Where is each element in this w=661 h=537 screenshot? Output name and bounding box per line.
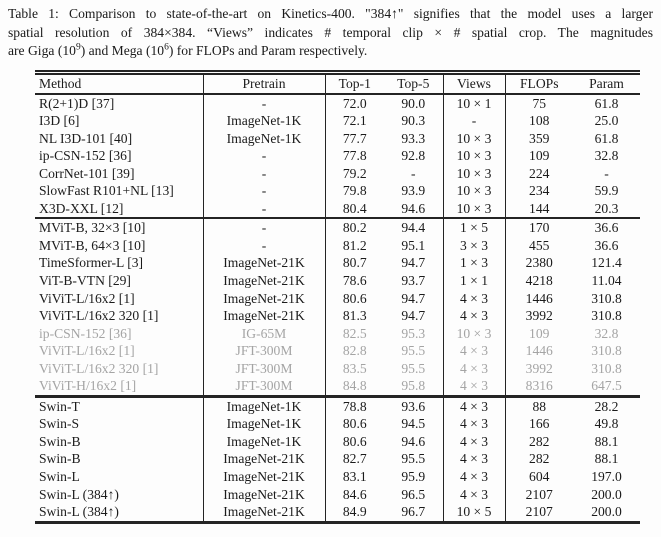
- table-row: [35, 396, 640, 415]
- cell-top1: 72.0: [342, 95, 367, 111]
- cell-views: 1 × 1: [443, 272, 505, 290]
- cell-views: 10 × 3: [443, 200, 505, 219]
- cell-views: 4 × 3: [443, 450, 505, 468]
- table-row: [35, 237, 640, 255]
- cell-views: 3 × 3: [443, 237, 505, 255]
- cell-flops: 166: [529, 416, 550, 432]
- cell-views: 4 × 3: [443, 377, 505, 396]
- cell-flops: 75: [532, 95, 547, 111]
- cell-top5: 95.9: [384, 468, 443, 486]
- cell-method: SlowFast R101+NL [13]: [35, 182, 203, 200]
- cell-method: R(2+1)D [37]: [35, 94, 203, 113]
- table-row: [35, 147, 640, 165]
- cell-top1: 77.8: [342, 148, 367, 164]
- cell-method: MViT-B, 32×3 [10]: [35, 218, 203, 237]
- cell-top1: 83.1: [342, 469, 367, 485]
- cell-flops: 604: [529, 469, 550, 485]
- cell-param: 121.4: [591, 255, 622, 271]
- cell-views: 10 × 5: [443, 503, 505, 522]
- cell-flops: 170: [529, 220, 550, 236]
- cell-method: Swin-B: [35, 433, 203, 451]
- cell-views: 4 × 3: [443, 360, 505, 378]
- cell-views: 10 × 3: [443, 165, 505, 183]
- cell-top1: 83.5: [342, 360, 367, 376]
- table-row: [35, 218, 640, 237]
- table-row: [35, 200, 640, 219]
- cell-param: 11.04: [591, 273, 622, 289]
- cell-method: ViViT-L/16x2 320 [1]: [35, 360, 203, 378]
- cell-param: 28.2: [594, 398, 619, 414]
- cell-top5: 93.7: [384, 272, 443, 290]
- cell-pretrain: ImageNet-21K: [203, 486, 325, 504]
- cell-top5: 95.5: [384, 360, 443, 378]
- cell-views: 10 × 3: [443, 147, 505, 165]
- cell-top5: 90.3: [384, 112, 443, 130]
- cell-top5: 92.8: [384, 147, 443, 165]
- column-header-top1: Top-1: [338, 76, 371, 91]
- cell-param: 61.8: [594, 130, 619, 146]
- caption-line-3-text: ) and Mega (10: [80, 43, 165, 59]
- caption-line-2: spatial resolution of 384×384. “Views” indicates # temporal clip × # spatial crop. The magnitudes: [8, 24, 653, 40]
- cell-top5: 94.4: [384, 218, 443, 237]
- cell-flops: 234: [529, 183, 550, 199]
- cell-param: 200.0: [591, 486, 622, 502]
- table-row: [35, 415, 640, 433]
- table-row: [35, 182, 640, 200]
- caption-superscript-6: 6: [164, 42, 169, 53]
- table-header: [35, 73, 640, 94]
- cell-top1: 80.6: [342, 416, 367, 432]
- cell-top5: 93.3: [384, 130, 443, 148]
- cell-method: ViViT-L/16x2 320 [1]: [35, 307, 203, 325]
- cell-top5: 95.8: [384, 377, 443, 396]
- table-row: [35, 468, 640, 486]
- cell-pretrain: JFT-300M: [203, 377, 325, 396]
- cell-pretrain: -: [203, 182, 325, 200]
- cell-views: 1 × 3: [443, 254, 505, 272]
- cell-flops: 109: [529, 325, 550, 341]
- cell-top1: 80.4: [342, 200, 367, 216]
- cell-param: 20.3: [594, 200, 619, 216]
- cell-top1: 81.2: [342, 237, 367, 253]
- cell-top5: 95.1: [384, 237, 443, 255]
- cell-flops: 224: [529, 165, 550, 181]
- cell-pretrain: -: [203, 147, 325, 165]
- cell-top1: 79.2: [342, 165, 367, 181]
- table-caption: [8, 5, 653, 61]
- results-table-container: [35, 70, 640, 524]
- cell-pretrain: IG-65M: [203, 325, 325, 343]
- cell-flops: 3992: [525, 308, 553, 324]
- cell-param: 36.6: [594, 237, 619, 253]
- table-row: [35, 272, 640, 290]
- cell-flops: 359: [529, 130, 550, 146]
- cell-pretrain: JFT-300M: [203, 342, 325, 360]
- cell-pretrain: JFT-300M: [203, 360, 325, 378]
- cell-pretrain: ImageNet-21K: [203, 468, 325, 486]
- cell-top1: 84.8: [342, 378, 367, 394]
- table-row: [35, 325, 640, 343]
- cell-param: 310.8: [591, 290, 622, 306]
- cell-pretrain: -: [203, 218, 325, 237]
- column-header-views: Views: [443, 73, 505, 94]
- cell-param: 36.6: [594, 220, 619, 236]
- cell-param: 59.9: [594, 183, 619, 199]
- cell-top5: 94.7: [384, 290, 443, 308]
- caption-line-3-text: are Giga (10: [8, 43, 76, 59]
- cell-top1: 81.3: [342, 308, 367, 324]
- cell-views: 1 × 5: [443, 218, 505, 237]
- cell-pretrain: ImageNet-21K: [203, 272, 325, 290]
- caption-line-1: Table 1: Comparison to state-of-the-art on Kinetics-400. "384↑" signifies that the model uses a larger: [8, 6, 653, 21]
- cell-views: 10 × 3: [443, 130, 505, 148]
- column-header-pretrain: Pretrain: [203, 73, 325, 94]
- cell-pretrain: ImageNet-1K: [203, 396, 325, 415]
- cell-top1: 79.8: [342, 183, 367, 199]
- cell-param: 310.8: [591, 360, 622, 376]
- results-table: [35, 70, 640, 524]
- caption-line-3-text: ) for FLOPs and Param respectively.: [168, 43, 368, 59]
- cell-pretrain: ImageNet-21K: [203, 450, 325, 468]
- cell-method: Swin-S: [35, 415, 203, 433]
- cell-method: MViT-B, 64×3 [10]: [35, 237, 203, 255]
- table-row: [35, 342, 640, 360]
- column-header-param: Param: [589, 76, 624, 91]
- cell-param: 88.1: [594, 451, 619, 467]
- cell-views: 10 × 3: [443, 182, 505, 200]
- table-row: [35, 112, 640, 130]
- cell-flops: 2380: [525, 255, 553, 271]
- cell-param: 647.5: [591, 378, 622, 394]
- table-row: [35, 290, 640, 308]
- table-row: [35, 360, 640, 378]
- cell-param: 61.8: [594, 95, 619, 111]
- cell-flops: 3992: [525, 360, 553, 376]
- cell-method: TimeSformer-L [3]: [35, 254, 203, 272]
- cell-method: ViViT-H/16x2 [1]: [35, 377, 203, 396]
- cell-top5: 94.5: [384, 415, 443, 433]
- cell-param: 310.8: [591, 343, 622, 359]
- cell-top5: 93.9: [384, 182, 443, 200]
- cell-pretrain: ImageNet-1K: [203, 112, 325, 130]
- cell-views: 4 × 3: [443, 486, 505, 504]
- cell-flops: 144: [529, 200, 550, 216]
- cell-pretrain: -: [203, 94, 325, 113]
- cell-views: 4 × 3: [443, 396, 505, 415]
- cell-method: Swin-L: [35, 468, 203, 486]
- cell-views: 4 × 3: [443, 433, 505, 451]
- cell-method: ViViT-L/16x2 [1]: [35, 342, 203, 360]
- cell-pretrain: -: [203, 237, 325, 255]
- cell-views: 10 × 1: [443, 94, 505, 113]
- cell-method: Swin-L (384↑): [35, 503, 203, 522]
- table-row: [35, 307, 640, 325]
- cell-pretrain: ImageNet-1K: [203, 130, 325, 148]
- cell-param: 88.1: [594, 433, 619, 449]
- cell-method: ip-CSN-152 [36]: [35, 147, 203, 165]
- cell-top1: 77.7: [342, 130, 367, 146]
- cell-views: 10 × 3: [443, 325, 505, 343]
- table-row: [35, 94, 640, 113]
- cell-top1: 82.7: [342, 451, 367, 467]
- cell-param: 200.0: [591, 504, 622, 520]
- cell-flops: 455: [529, 237, 550, 253]
- cell-flops: 109: [529, 148, 550, 164]
- cell-top5: 95.5: [384, 450, 443, 468]
- cell-top1: 78.6: [342, 273, 367, 289]
- table-row: [35, 165, 640, 183]
- cell-flops: 282: [529, 451, 550, 467]
- results-table-body: [35, 94, 640, 523]
- cell-top1: 82.5: [342, 325, 367, 341]
- cell-param: 25.0: [594, 113, 619, 129]
- cell-method: Swin-B: [35, 450, 203, 468]
- cell-views: 4 × 3: [443, 468, 505, 486]
- caption-line-3: [8, 42, 653, 61]
- cell-method: Swin-L (384↑): [35, 486, 203, 504]
- cell-method: NL I3D-101 [40]: [35, 130, 203, 148]
- cell-flops: 2107: [525, 504, 553, 520]
- cell-flops: 108: [529, 113, 550, 129]
- cell-param: 197.0: [591, 469, 622, 485]
- cell-top1: 80.2: [342, 220, 367, 236]
- cell-pretrain: ImageNet-1K: [203, 433, 325, 451]
- column-header-flops: FLOPs: [519, 76, 559, 91]
- cell-flops: 1446: [525, 343, 553, 359]
- cell-flops: 4218: [525, 273, 553, 289]
- cell-pretrain: -: [203, 165, 325, 183]
- cell-method: Swin-T: [35, 396, 203, 415]
- cell-flops: 2107: [525, 486, 553, 502]
- cell-top5: 94.6: [384, 433, 443, 451]
- cell-method: ViViT-L/16x2 [1]: [35, 290, 203, 308]
- cell-method: ViT-B-VTN [29]: [35, 272, 203, 290]
- cell-param: 32.8: [594, 148, 619, 164]
- column-header-method: Method: [35, 73, 203, 94]
- cell-top5: 94.7: [384, 254, 443, 272]
- cell-views: -: [443, 112, 505, 130]
- cell-method: ip-CSN-152 [36]: [35, 325, 203, 343]
- cell-top5: 96.7: [384, 503, 443, 522]
- cell-pretrain: ImageNet-1K: [203, 415, 325, 433]
- caption-superscript-9: 9: [75, 42, 81, 53]
- cell-views: 4 × 3: [443, 307, 505, 325]
- cell-top5: 90.0: [384, 94, 443, 113]
- table-row: [35, 377, 640, 396]
- cell-method: I3D [6]: [35, 112, 203, 130]
- cell-top5: 93.6: [384, 396, 443, 415]
- table-row: [35, 486, 640, 504]
- cell-top5: 96.5: [384, 486, 443, 504]
- cell-top1: 80.7: [342, 255, 367, 271]
- cell-top1: 72.1: [342, 113, 367, 129]
- cell-views: 4 × 3: [443, 415, 505, 433]
- table-header-row: [35, 73, 640, 94]
- cell-param: 310.8: [591, 308, 622, 324]
- table-row: [35, 130, 640, 148]
- column-header-top5: Top-5: [384, 73, 443, 94]
- cell-flops: 8316: [525, 378, 553, 394]
- cell-pretrain: ImageNet-21K: [203, 503, 325, 522]
- cell-top5: 95.5: [384, 342, 443, 360]
- cell-pretrain: -: [203, 200, 325, 219]
- table-row: [35, 450, 640, 468]
- cell-pretrain: ImageNet-21K: [203, 290, 325, 308]
- cell-top1: 80.6: [342, 433, 367, 449]
- cell-flops: 282: [529, 433, 550, 449]
- cell-param: -: [604, 165, 609, 181]
- table-row: [35, 254, 640, 272]
- cell-top1: 84.9: [342, 504, 367, 520]
- cell-pretrain: ImageNet-21K: [203, 254, 325, 272]
- cell-top5: 94.7: [384, 307, 443, 325]
- cell-top1: 84.6: [342, 486, 367, 502]
- cell-pretrain: ImageNet-21K: [203, 307, 325, 325]
- cell-views: 4 × 3: [443, 290, 505, 308]
- cell-top1: 78.8: [342, 398, 367, 414]
- table-row: [35, 503, 640, 522]
- cell-top5: 95.3: [384, 325, 443, 343]
- cell-param: 32.8: [594, 325, 619, 341]
- cell-top5: 94.6: [384, 200, 443, 219]
- cell-top1: 82.8: [342, 343, 367, 359]
- cell-method: X3D-XXL [12]: [35, 200, 203, 219]
- table-row: [35, 433, 640, 451]
- cell-flops: 1446: [525, 290, 553, 306]
- cell-flops: 88: [532, 398, 547, 414]
- cell-param: 49.8: [594, 416, 619, 432]
- cell-method: CorrNet-101 [39]: [35, 165, 203, 183]
- cell-top5: -: [384, 165, 443, 183]
- cell-views: 4 × 3: [443, 342, 505, 360]
- cell-top1: 80.6: [342, 290, 367, 306]
